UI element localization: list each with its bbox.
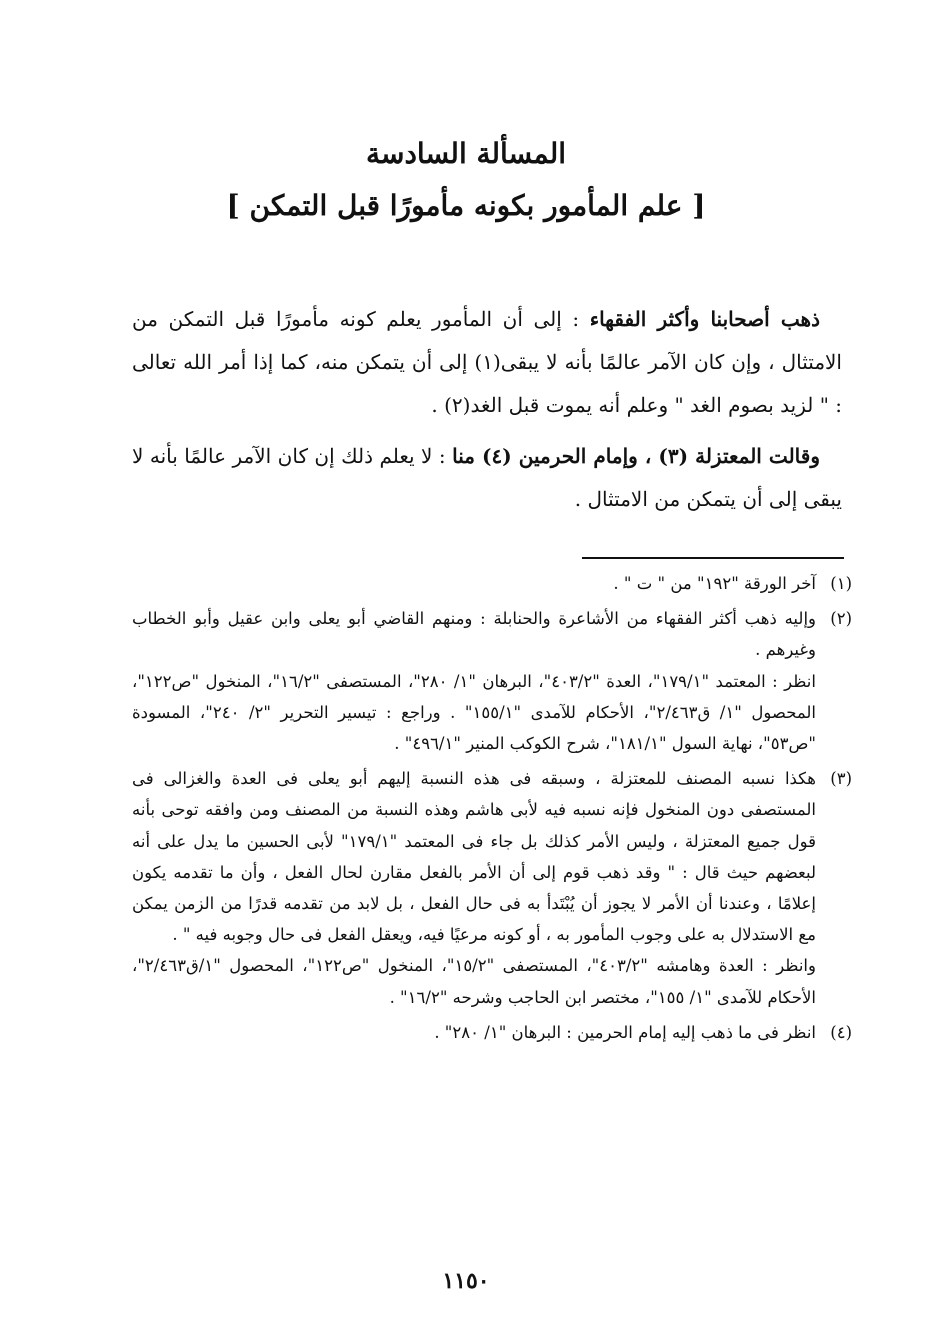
footnote-paragraph: انظر فى ما ذهب إليه إمام الحرمين : البرهان "١/ ٢٨٠" . xyxy=(434,1022,816,1042)
footnote-body xyxy=(132,763,816,1013)
heading-block xyxy=(0,128,932,232)
section-subtitle: [ علم المأمور بكونه مأمورًا قبل التمكن ] xyxy=(226,189,706,222)
paragraph-2-text: : لا يعلم ذلك إن كان الآمر عالمًا بأنه لا يبقى إلى أن يتمكن من الامتثال . xyxy=(132,444,842,511)
footnote-paragraph: انظر : المعتمد "١٧٩/١"، العدة "٤٠٣/٢"، البرهان "١/ ٢٨٠"، المستصفى "١٦/٢"، المنخول "ص١٢٢"، المحصول "١/ ق٢/٤٦٣"، الأحكام للآمدى "١٥٥/١" . وراجع : تيسير التحرير "٢/ ٢٤٠"، المسودة "ص٥٣"، نهاية السول "١٨١/١"، شرح الكوكب المنير "٤٩٦/١" . xyxy=(132,671,816,754)
paragraph-1-text: : إلى أن المأمور يعلم كونه مأمورًا قبل التمكن من الامتثال ، وإن كان الآمر عالمًا بأنه لا يبقى(١) إلى أن يتمكن منه، كما إذا أمر الله تعالى : " لزيد بصوم الغد " وعلم أنه يموت قبل الغد(٢) . xyxy=(132,307,842,417)
footnote-body xyxy=(132,603,816,759)
footnote-paragraph: وانظر : العدة وهامشه "٤٠٣/٢"، المستصفى "١٥/٢"، المنخول "ص١٢٢"، المحصول "١/ق٢/٤٦٣"، الأحكام للآمدى "١/ ١٥٥"، مختصر ابن الحاجب وشرحه "١٦/٢" . xyxy=(132,956,816,1007)
section-title: المسألة السادسة xyxy=(365,137,567,170)
paragraph-1 xyxy=(132,298,842,427)
footnote-body xyxy=(132,568,816,599)
footnote-paragraph: آخر الورقة "١٩٢" من " ت " . xyxy=(613,574,816,593)
footnote-number: (٢) xyxy=(830,609,852,629)
paragraph-1-lead: ذهب أصحابنا وأكثر الفقهاء xyxy=(589,307,820,331)
footnote-number: (١) xyxy=(830,574,852,593)
footnote-1 xyxy=(132,568,852,599)
footnote-number: (٣) xyxy=(830,769,852,789)
paragraph-2-lead: وقالت المعتزلة (٣) ، وإمام الحرمين (٤) منا xyxy=(452,444,820,468)
footnote-divider xyxy=(582,557,844,559)
footnote-paragraph: وإليه ذهب أكثر الفقهاء من الأشاعرة والحنابلة : ومنهم القاضي أبو يعلى وابن عقيل وأبو الخطاب وغيرهم . xyxy=(132,609,816,660)
page-number: ١١٥٠ xyxy=(442,1268,490,1294)
main-text xyxy=(132,298,842,529)
footnotes xyxy=(132,568,852,1052)
footnote-body xyxy=(132,1017,816,1048)
footnote-paragraph: هكذا نسبه المصنف للمعتزلة ، وسبقه فى هذه النسبة إليهم أبو يعلى فى العدة والغزالى فى المستصفى دون المنخول فإنه نسبه فيه لأبى هاشم وهذه النسبة من المصنف ومن وافقه توحى بأنه قول جميع المعتزلة ، وليس الأمر كذلك بل جاء فى المعتمد "١٧٩/١" لأبى الحسين ما يدل على أنه لبعضهم حيث قال : " وقد ذهب قوم إلى أن الأمر بالفعل مقارن لحال الفعل ، وأن ما تقدمه يكون إعلامًا ، وعندنا أن الأمر لا يجوز أن يُبْتَدأ به فى حال الفعل ، بل لابد من تقدمه قدرًا من الزمن يمكن مع الاستدلال به على وجوب المأمور به ، أو كونه مرعيًا فيه، ويعقل الفعل فى حال وجوبه فيه " . xyxy=(132,769,816,945)
footnote-4 xyxy=(132,1017,852,1048)
footnote-3 xyxy=(132,763,852,1013)
footnote-number: (٤) xyxy=(830,1022,852,1042)
paragraph-2 xyxy=(132,435,842,521)
footnote-2 xyxy=(132,603,852,759)
